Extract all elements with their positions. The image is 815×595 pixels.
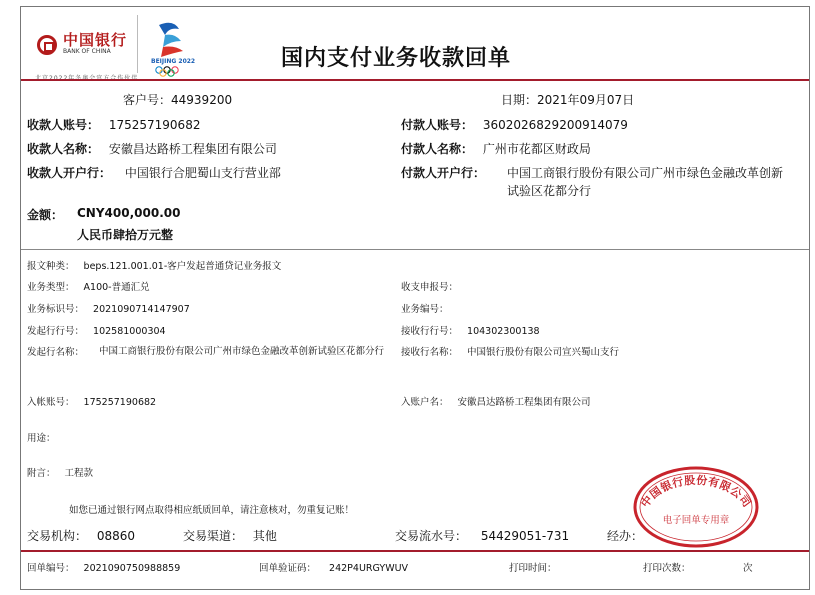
trans-org-value: 08860 — [96, 529, 136, 543]
in-account-name-label: 入账户名： — [401, 397, 449, 408]
biz-id-value: 2021090714147907 — [93, 304, 190, 315]
recv-bank-no-label: 接收行行号： — [401, 326, 459, 337]
boc-logo-icon — [37, 35, 57, 55]
print-count-label: 打印次数： — [643, 563, 691, 574]
bank-name-cn: 中国银行 — [63, 31, 128, 49]
send-bank-no-field — [27, 323, 166, 337]
payee-account-field — [27, 116, 200, 133]
send-bank-name-label: 发起行名称： — [27, 347, 85, 358]
customer-no-value: 44939200 — [171, 93, 233, 107]
trans-channel-label: 交易渠道： — [183, 529, 244, 543]
biz-no-label: 业务编号： — [401, 304, 449, 315]
receipt-no-label: 回单编号： — [27, 563, 75, 574]
apply-no-field — [401, 279, 458, 293]
payee-account-value: 175257190682 — [108, 118, 201, 132]
payer-account-value: 3602026829200914079 — [482, 118, 628, 132]
payee-name-field — [27, 140, 277, 157]
seal-text: 中国银行股份有限公司 — [638, 473, 754, 510]
bank-logo — [33, 15, 196, 73]
teller-label: 经办： — [607, 529, 644, 543]
payer-bank-value: 中国工商银行股份有限公司广州市绿色金融改革创新试验区花都分行 — [507, 166, 784, 198]
payee-bank-label: 收款人开户行： — [27, 166, 112, 180]
header-red-rule — [21, 79, 809, 81]
trans-channel-field — [183, 527, 277, 544]
biz-no-field — [401, 301, 449, 315]
msg-type-field — [27, 258, 281, 272]
logo-divider — [137, 15, 138, 73]
receipt — [20, 6, 810, 590]
footer-red-rule — [21, 550, 809, 552]
olympic-emblem-icon — [145, 19, 197, 77]
verify-code-label: 回单验证码： — [259, 563, 317, 574]
payee-account-label: 收款人账号： — [27, 118, 100, 132]
recv-bank-name-label: 接收行名称： — [401, 347, 459, 358]
recv-bank-no-value: 104302300138 — [467, 326, 540, 337]
trans-serial-field — [395, 527, 569, 544]
company-seal — [631, 463, 761, 548]
in-account-field — [27, 394, 156, 408]
biz-id-label: 业务标识号： — [27, 304, 85, 315]
payer-name-value: 广州市花都区财政局 — [482, 142, 591, 156]
amount-label: 金额： — [27, 208, 64, 222]
date-value: 2021年09月07日 — [537, 93, 635, 107]
remark-value: 工程款 — [64, 468, 94, 479]
recv-bank-name-value: 中国银行股份有限公司宣兴蜀山支行 — [467, 347, 620, 358]
payer-name-label: 付款人名称： — [401, 142, 474, 156]
send-bank-name-value: 中国工商银行股份有限公司广州市绿色金融改革创新试验区花都分行 — [99, 346, 385, 357]
payee-name-label: 收款人名称： — [27, 142, 100, 156]
seal-subtext: 电子回单专用章 — [662, 515, 730, 526]
amount-words: 人民币肆拾万元整 — [77, 228, 174, 242]
payee-bank-value: 中国银行合肥蜀山支行营业部 — [124, 166, 281, 180]
section-divider — [21, 249, 809, 250]
trans-org-field — [27, 527, 135, 544]
recv-bank-name-field — [401, 344, 619, 358]
purpose-field — [27, 430, 56, 444]
biz-type-field — [27, 279, 150, 293]
biz-id-field — [27, 301, 190, 315]
trans-channel-value: 其他 — [252, 529, 277, 543]
notice-text: 如您已通过银行网点取得相应纸质回单，请注意核对，勿重复记账！ — [69, 505, 355, 516]
date-field — [501, 91, 634, 108]
trans-serial-value: 54429051-731 — [480, 529, 570, 543]
msg-type-value: beps.121.001.01-客户发起普通贷记业务报文 — [83, 261, 282, 272]
amount-value: CNY400,000.00 — [77, 206, 181, 220]
receipt-no-value: 2021090750988859 — [83, 563, 181, 574]
print-time-label: 打印时间： — [509, 563, 557, 574]
bank-name-en: BANK OF CHINA — [63, 48, 111, 55]
send-bank-no-value: 102581000304 — [93, 326, 166, 337]
payee-name-value: 安徽昌达路桥工程集团有限公司 — [108, 142, 277, 156]
in-account-name-field — [401, 394, 591, 408]
olympic-text: BEIJING 2022 — [151, 58, 196, 65]
remark-label: 附言： — [27, 468, 56, 479]
payer-account-label: 付款人账号： — [401, 118, 474, 132]
customer-no-label: 客户号： — [123, 93, 172, 107]
send-bank-no-label: 发起行行号： — [27, 326, 85, 337]
in-account-label: 入帐账号： — [27, 397, 75, 408]
verify-code-field — [259, 560, 408, 574]
apply-no-label: 收支申报号： — [401, 282, 459, 293]
print-count-unit: 次 — [743, 563, 753, 574]
payee-bank-field — [27, 164, 281, 181]
biz-type-value: A100-普通汇兑 — [83, 282, 150, 293]
page-title: 国内支付业务收款回单 — [281, 45, 512, 71]
msg-type-label: 报文种类： — [27, 261, 75, 272]
purpose-label: 用途： — [27, 433, 56, 444]
receipt-no-field — [27, 560, 180, 574]
trans-serial-label: 交易流水号： — [395, 529, 468, 543]
payer-name-field — [401, 140, 591, 157]
recv-bank-no-field — [401, 323, 540, 337]
payer-account-field — [401, 116, 628, 133]
customer-no-field — [123, 91, 232, 108]
verify-code-value: 242P4URGYWUV — [329, 563, 409, 574]
in-account-name-value: 安徽昌达路桥工程集团有限公司 — [457, 397, 591, 408]
remark-field — [27, 465, 93, 479]
biz-type-label: 业务类型： — [27, 282, 75, 293]
date-label: 日期： — [501, 93, 538, 107]
trans-org-label: 交易机构： — [27, 529, 88, 543]
payer-bank-label: 付款人开户行： — [401, 166, 486, 180]
in-account-value: 175257190682 — [83, 397, 157, 408]
